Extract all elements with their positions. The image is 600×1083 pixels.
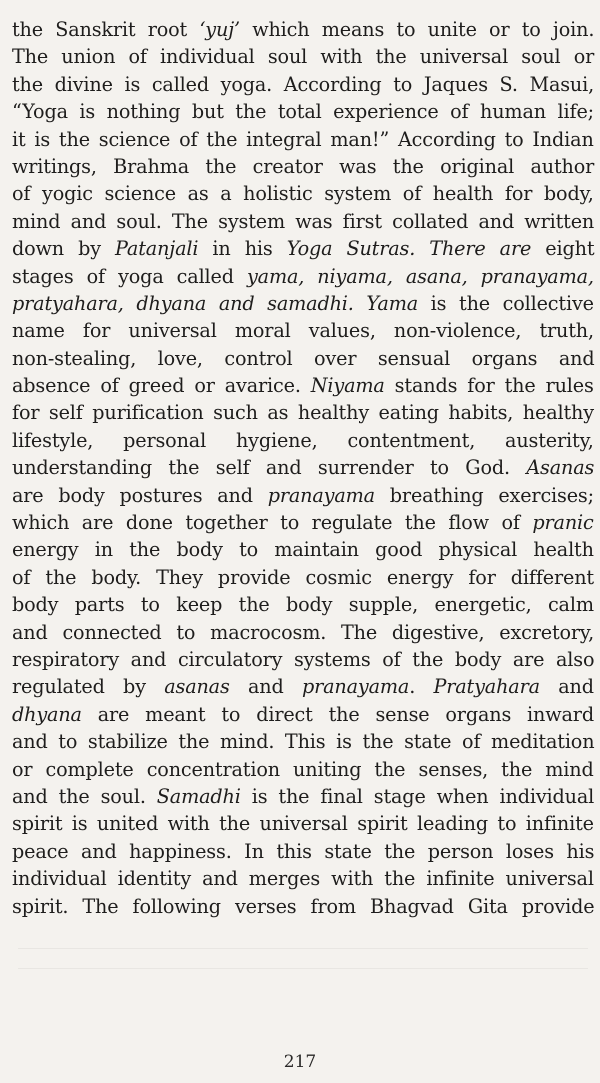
text-line xyxy=(12,208,594,235)
text-run: body parts to keep the body supple, energetic, calm xyxy=(12,593,594,617)
text-run: for self purification such as healthy eating habits, healthy xyxy=(12,401,594,425)
text-run: and to stabilize the mind. This is the state of meditation xyxy=(12,730,595,754)
text-run: respiratory and circulatory systems of the body are also xyxy=(12,647,595,671)
text-run: of the body. They provide cosmic energy for different xyxy=(12,565,594,589)
italic-text: pranayama xyxy=(301,675,410,699)
text-line xyxy=(12,783,594,810)
text-line xyxy=(12,399,594,426)
text-run: lifestyle, personal hygiene, contentment, austerity, xyxy=(12,428,594,452)
text-run: which are done together to regulate the flow of xyxy=(12,511,533,535)
text-run: the divine is called yoga. According to Jaques S. Masui, xyxy=(12,72,595,96)
italic-text: Yoga Sutras. There are xyxy=(286,237,532,261)
text-line xyxy=(12,317,594,344)
text-line xyxy=(12,591,594,618)
text-run: is the final stage when individual xyxy=(240,784,595,808)
text-run: down by xyxy=(12,237,116,261)
text-line xyxy=(12,180,594,207)
text-line xyxy=(12,810,594,837)
text-line xyxy=(12,728,594,755)
italic-text: dhyana xyxy=(12,702,82,726)
text-run: energy in the body to maintain good physical health xyxy=(12,538,594,562)
text-run: and xyxy=(539,675,594,699)
text-line xyxy=(12,290,594,317)
text-run: . xyxy=(409,675,434,699)
text-run: individual identity and merges with the infinite universal xyxy=(12,867,594,891)
text-run: name for universal moral values, non-violence, truth, xyxy=(12,319,594,343)
text-run: and connected to macrocosm. The digestive, excretory, xyxy=(12,620,595,644)
bleed-through-text xyxy=(18,948,588,988)
italic-text: pranic xyxy=(532,511,594,535)
text-run: spirit is united with the universal spirit leading to infinite xyxy=(12,812,594,836)
italic-text: ‘yuj’ xyxy=(199,18,240,41)
text-run: and the soul. xyxy=(12,784,157,808)
text-line xyxy=(12,427,594,454)
text-run: peace and happiness. In this state the person loses his xyxy=(12,839,595,863)
italic-text: asanas xyxy=(164,675,230,699)
text-line xyxy=(12,536,594,563)
text-line xyxy=(12,372,594,399)
text-run: writings, Brahma the creator was the original author xyxy=(12,154,595,178)
text-run: is the collective xyxy=(418,291,594,315)
text-line xyxy=(12,263,594,290)
italic-text: Pratyahara xyxy=(433,675,540,699)
italic-text: pranayama xyxy=(267,483,375,507)
text-run: breathing exercises; xyxy=(374,483,594,507)
text-run: “Yoga is nothing but the total experience of human life; xyxy=(12,100,594,124)
text-run: of yogic science as a holistic system of health for body, xyxy=(12,182,594,206)
text-run: the Sanskrit root xyxy=(12,18,200,41)
italic-text: Patanjali xyxy=(115,237,199,261)
text-line xyxy=(12,619,594,646)
text-run: which means to unite or to join. xyxy=(239,18,595,41)
text-line xyxy=(12,43,594,70)
text-run: mind and soul. The system was first collated and written xyxy=(12,209,595,233)
text-run: The union of individual soul with the universal soul or xyxy=(12,45,595,69)
text-line xyxy=(12,454,594,481)
text-run: absence of greed or avarice. xyxy=(12,374,311,398)
text-run: it is the science of the integral man!” According to Indian xyxy=(12,127,594,151)
text-line xyxy=(12,838,594,865)
text-line xyxy=(12,153,594,180)
text-line xyxy=(12,16,594,43)
text-run: eight xyxy=(531,237,595,261)
text-run: stages of yoga called xyxy=(12,264,247,288)
text-line xyxy=(12,509,594,536)
text-run: spirit. The following verses from Bhagvad Gita provide xyxy=(12,894,595,918)
text-line xyxy=(12,564,594,591)
text-run: or complete concentration uniting the senses, the mind xyxy=(12,757,594,781)
italic-text: Niyama xyxy=(310,374,385,398)
text-line xyxy=(12,756,594,783)
text-run: are body postures and xyxy=(12,483,268,507)
text-line xyxy=(12,646,594,673)
text-line xyxy=(12,673,594,700)
text-line xyxy=(12,701,594,728)
text-run: and xyxy=(229,675,302,699)
body-paragraph xyxy=(12,16,594,920)
text-line xyxy=(12,98,594,125)
italic-text: yama, niyama, asana, pranayama, xyxy=(246,264,594,288)
text-line xyxy=(12,893,594,920)
text-line xyxy=(12,865,594,892)
text-run: non-stealing, love, control over sensual organs and xyxy=(12,346,595,370)
text-run: understanding the self and surrender to God. xyxy=(12,456,527,480)
text-line xyxy=(12,71,594,98)
italic-text: pratyahara, dhyana and samadhi. Yama xyxy=(12,291,419,315)
italic-text: Asanas xyxy=(526,456,595,480)
page-number: 217 xyxy=(283,1052,317,1072)
text-run: in his xyxy=(198,237,287,261)
text-line xyxy=(12,482,594,509)
text-run: stands for the rules xyxy=(384,374,594,398)
text-line xyxy=(12,345,594,372)
text-line xyxy=(12,126,594,153)
text-run: are meant to direct the sense organs inward xyxy=(81,702,594,726)
text-line xyxy=(12,235,594,262)
text-run: regulated by xyxy=(12,675,165,699)
italic-text: Samadhi xyxy=(156,784,241,808)
